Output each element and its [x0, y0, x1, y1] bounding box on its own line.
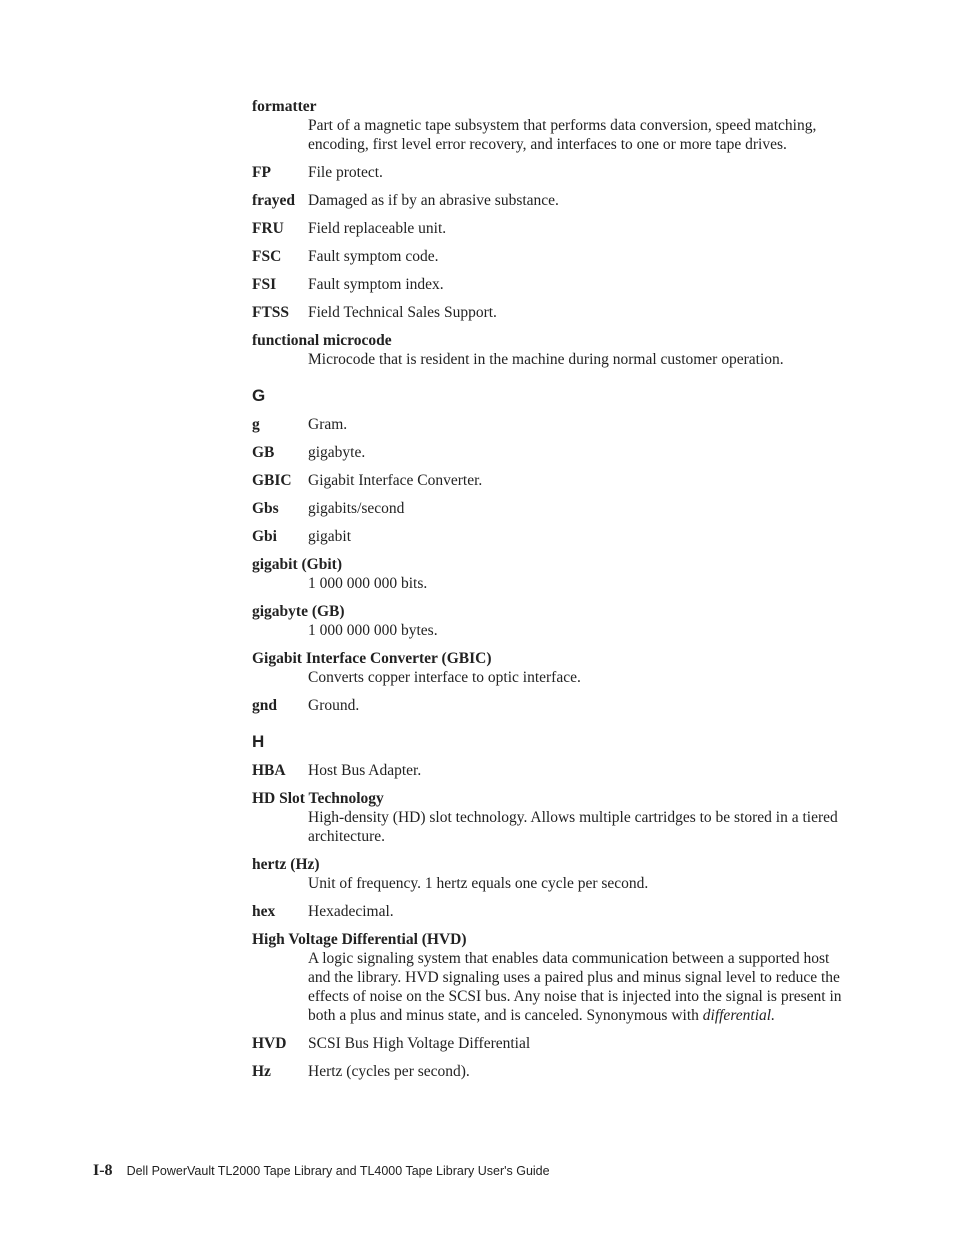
glossary-entry [252, 649, 844, 687]
glossary-term: HBA [252, 762, 286, 779]
glossary-definition [252, 574, 844, 593]
glossary-term: gnd [252, 697, 277, 714]
glossary-definition [308, 415, 844, 434]
glossary-term: g [252, 416, 260, 433]
definition-text: Part of a magnetic tape subsystem that performs data conversion, speed matching, encoding, first level error recovery, and interfaces to one or more tape drives. [308, 117, 817, 153]
glossary-definition [308, 275, 844, 294]
glossary-entry [252, 331, 844, 369]
glossary-entry [252, 855, 844, 893]
glossary-entry [252, 555, 844, 593]
definition-text: gigabits/second [308, 500, 405, 517]
definition-text: Hertz (cycles per second). [308, 1063, 470, 1080]
glossary-term: FSC [252, 248, 282, 265]
definition-text: Microcode that is resident in the machine during normal customer operation. [308, 351, 784, 368]
glossary-term: HD Slot Technology [252, 790, 384, 807]
glossary-entry [252, 191, 844, 210]
glossary-entry [252, 443, 844, 462]
glossary-term: Gigabit Interface Converter (GBIC) [252, 650, 492, 667]
glossary-definition [308, 499, 844, 518]
glossary-term: FP [252, 164, 271, 181]
section-heading: H [252, 732, 265, 751]
glossary-entry [252, 275, 844, 294]
glossary-entry [252, 1034, 844, 1053]
glossary-entry [252, 761, 844, 780]
glossary-term: GB [252, 444, 275, 461]
glossary-entry [252, 499, 844, 518]
document-title: Dell PowerVault TL2000 Tape Library and TL4000 Tape Library User's Guide [126, 1164, 550, 1178]
glossary-term: HVD [252, 1035, 287, 1052]
definition-text: Ground. [308, 697, 360, 714]
glossary-definition [308, 761, 844, 780]
glossary-term: frayed [252, 192, 296, 209]
definition-text: SCSI Bus High Voltage Differential [308, 1035, 531, 1052]
glossary-term: formatter [252, 98, 317, 115]
glossary-entry [252, 163, 844, 182]
glossary-entry [252, 602, 844, 640]
definition-text: Fault symptom index. [308, 276, 444, 293]
glossary-definition [308, 696, 844, 715]
glossary-definition [308, 527, 844, 546]
definition-text: 1 000 000 000 bits. [308, 575, 428, 592]
glossary-definition [308, 303, 844, 322]
glossary-term: FSI [252, 276, 277, 293]
definition-text: Gram. [308, 416, 348, 433]
glossary-term: Gbi [252, 528, 277, 545]
glossary-entry [252, 930, 844, 1025]
definition-emphasis: differential. [702, 1007, 775, 1024]
definition-text: Host Bus Adapter. [308, 762, 422, 779]
page-footer [93, 1162, 550, 1180]
glossary-definition [308, 191, 844, 210]
definition-text: Field replaceable unit. [308, 220, 447, 237]
definition-text: Unit of frequency. 1 hertz equals one cycle per second. [308, 875, 649, 892]
glossary-term: gigabyte (GB) [252, 603, 345, 620]
definition-text: Gigabit Interface Converter. [308, 472, 483, 489]
definition-text: Field Technical Sales Support. [308, 304, 497, 321]
glossary-entry [252, 415, 844, 434]
section-heading: G [252, 386, 266, 405]
glossary-definition [308, 471, 844, 490]
glossary-entry [252, 902, 844, 921]
glossary-definition [252, 808, 844, 846]
glossary-definition [308, 219, 844, 238]
glossary-entry [252, 97, 844, 154]
definition-text: Fault symptom code. [308, 248, 439, 265]
glossary-definition [252, 949, 844, 1025]
glossary-entry [252, 219, 844, 238]
glossary-definition [308, 247, 844, 266]
glossary-definition [252, 668, 844, 687]
definition-text: gigabit [308, 528, 352, 545]
definition-text: File protect. [308, 164, 383, 181]
glossary-entry [252, 247, 844, 266]
glossary-term: Gbs [252, 500, 279, 517]
glossary-entry [252, 1062, 844, 1081]
definition-text: Converts copper interface to optic interface. [308, 669, 581, 686]
glossary-term: gigabit (Gbit) [252, 556, 342, 573]
definition-text: A logic signaling system that enables data communication between a supported host and the library. HVD signaling uses a paired plus and minus signal level to reduce the effects of noise on the SCSI bus. Any noise that is injected into the signal is present in both a plus and minus state, and is canceled. Synonymous with [308, 950, 842, 1024]
definition-text: Damaged as if by an abrasive substance. [308, 192, 559, 209]
glossary-entry [252, 527, 844, 546]
definition-text: gigabyte. [308, 444, 366, 461]
definition-text: High-density (HD) slot technology. Allows multiple cartridges to be stored in a tiered architecture. [308, 809, 838, 845]
definition-text: 1 000 000 000 bytes. [308, 622, 438, 639]
glossary-definition [308, 902, 844, 921]
glossary-entry [252, 471, 844, 490]
glossary-entry [252, 789, 844, 846]
glossary-entry [252, 303, 844, 322]
glossary-definition [308, 163, 844, 182]
glossary-definition [308, 1062, 844, 1081]
glossary-definition [252, 874, 844, 893]
glossary-term: Hz [252, 1063, 271, 1080]
glossary-list [252, 97, 844, 1090]
glossary-definition [252, 621, 844, 640]
glossary-term: FTSS [252, 304, 290, 321]
glossary-term: High Voltage Differential (HVD) [252, 931, 467, 948]
glossary-term: GBIC [252, 472, 292, 489]
glossary-term: hex [252, 903, 276, 920]
glossary-definition [252, 116, 844, 154]
glossary-term: hertz (Hz) [252, 856, 320, 873]
glossary-definition [308, 1034, 844, 1053]
definition-text: Hexadecimal. [308, 903, 394, 920]
glossary-entry [252, 696, 844, 715]
glossary-term: FRU [252, 220, 284, 237]
glossary-definition [308, 443, 844, 462]
glossary-term: functional microcode [252, 332, 392, 349]
page-number: I-8 [93, 1162, 113, 1179]
glossary-definition [252, 350, 844, 369]
